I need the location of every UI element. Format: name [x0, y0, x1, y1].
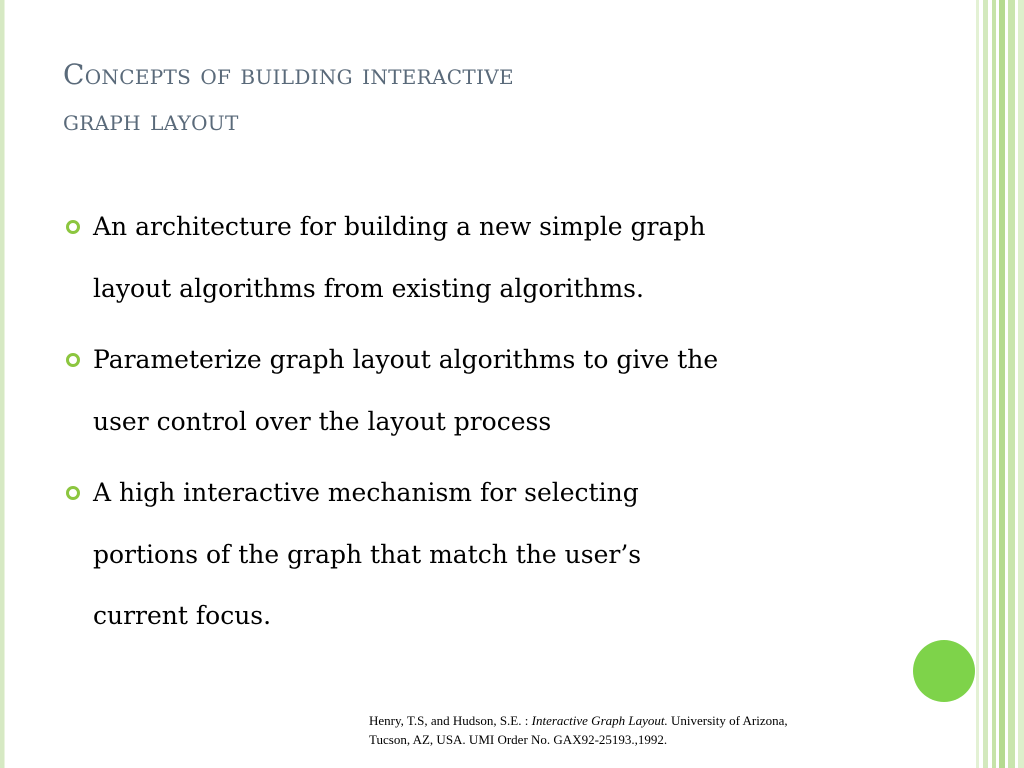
right-stripe-decoration [976, 0, 979, 768]
right-stripe-decoration [983, 0, 988, 768]
left-border-inner-decoration [4, 0, 5, 768]
bullet-text-line: layout algorithms from existing algorithms. [93, 273, 644, 303]
green-circle-decoration [913, 640, 975, 702]
bullet-text-line: portions of the graph that match the user’s [93, 539, 642, 569]
hollow-circle-bullet-icon [66, 486, 80, 500]
slide-title-line: Concepts of building interactive [63, 58, 514, 91]
right-stripe-decoration [992, 0, 996, 768]
hollow-circle-bullet-icon [66, 353, 80, 367]
bullet-text [93, 462, 893, 647]
right-stripe-decoration [1008, 0, 1015, 768]
right-stripe-decoration [999, 0, 1005, 768]
slide-title-line: graph layout [63, 104, 239, 137]
bullet-item [62, 329, 912, 452]
bullet-text-line: An architecture for building a new simple graph [93, 212, 706, 241]
citation-work-title: Interactive Graph Layout. [531, 713, 668, 728]
bullet-text-line: A high interactive mechanism for selecting [93, 478, 639, 507]
bullet-item [62, 196, 912, 319]
bullet-list [62, 196, 912, 657]
bullet-text-line: Parameterize graph layout algorithms to give the [93, 345, 719, 374]
hollow-circle-bullet-icon [66, 220, 80, 234]
citation-publisher: University of Arizona, [667, 713, 788, 728]
bullet-text [93, 196, 893, 319]
bullet-text-line: current focus. [93, 601, 272, 630]
citation [369, 711, 949, 749]
citation-details: Tucson, AZ, USA. UMI Order No. GAX92-25193.,1992. [369, 732, 668, 747]
bullet-text-line: user control over the layout process [93, 406, 552, 436]
right-stripe-decoration [1018, 0, 1024, 768]
slide-title [63, 52, 943, 144]
bullet-item [62, 462, 912, 647]
bullet-text [93, 329, 893, 452]
citation-authors: Henry, T.S, and Hudson, S.E. : [369, 713, 532, 728]
